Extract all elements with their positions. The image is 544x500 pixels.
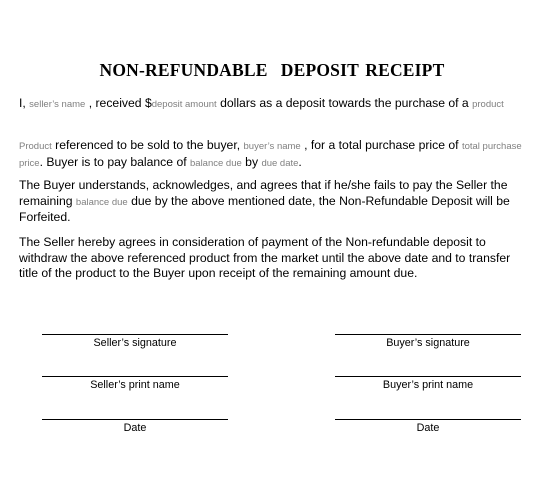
balance-due-placeholder: balance due [190,157,242,169]
paragraph-text: . [298,154,302,169]
paragraph-text: , received $ [85,96,152,110]
product-placeholder: Product [19,141,52,152]
purchase-paragraph [19,138,524,171]
paragraph-text: I, [19,96,30,110]
buyer-date-line: Date [335,419,521,434]
paragraph-text: by [241,154,262,169]
product-placeholder: product [472,99,504,110]
seller-name-placeholder: seller’s name [29,99,86,110]
seller-agreement-paragraph: The Seller hereby agrees in consideration of payment of the Non-refundable deposit to withdraw the above referenced product from the market until the above date and to transfer title of the product to the Buyer upon receipt of the remaining amount due. [19,235,511,280]
document-title: NON-REFUNDABLE DEPOSIT RECEIPT [99,60,445,80]
paragraph-text: , for a total purchase price of [300,138,462,152]
seller-print-name-line: Seller’s print name [42,376,228,391]
buyer-print-name-line: Buyer’s print name [335,376,521,391]
due-date-placeholder: due date [261,157,299,169]
deposit-paragraph [19,96,524,113]
paragraph-text: . Buyer is to pay balance of [39,154,190,169]
paragraph-text: due by the above mentioned date, the Non-Refundable Deposit will be Forfeited. [19,193,510,224]
paragraph-text: The Buyer understands, acknowledges, and agrees that if he/she fails to pay the Seller the remaining [19,178,508,208]
forfeit-paragraph [19,178,524,226]
paragraph-text: referenced to be sold to the buyer, [51,138,244,152]
paragraph-text: dollars as a deposit towards the purchase of a [216,96,473,110]
balance-due-placeholder: balance due [75,196,128,208]
total-purchase-price-placeholder: total purchase price [19,141,522,169]
seller-signature-line: Seller’s signature [42,334,228,349]
buyer-signature-line: Buyer’s signature [335,334,521,349]
deposit-amount-placeholder: deposit amount [151,99,217,110]
seller-date-line: Date [42,419,228,434]
buyer-name-placeholder: buyer’s name [243,141,301,152]
